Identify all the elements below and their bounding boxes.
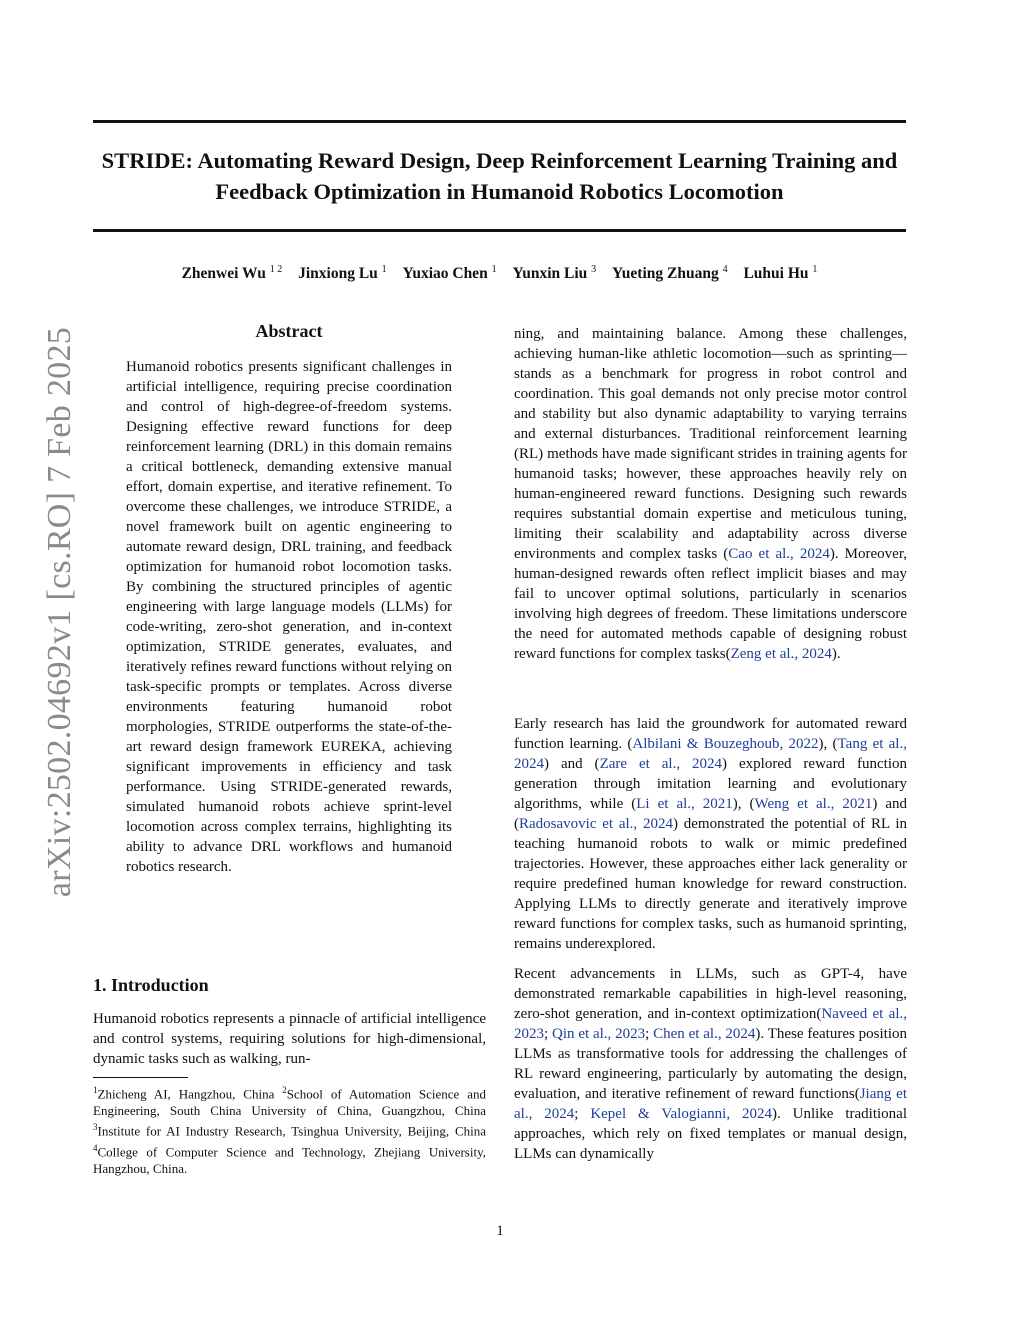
citation-link[interactable]: Weng et al., 2021 bbox=[754, 796, 873, 812]
citation-link[interactable]: Zeng et al., 2024 bbox=[730, 646, 832, 662]
citation-link[interactable]: Qin et al., 2023 bbox=[552, 1026, 646, 1042]
citation-link[interactable]: Tang et al., 2024 bbox=[514, 736, 907, 772]
intro-paragraph-llm-advances: Recent advancements in LLMs, such as GPT-4, have demonstrated remarkable capabilities in high-level reasoning, zero-shot generation, and in-context optimization(Naveed et al., 2023; Qin et al., 2023; Chen et al., 2024). These features position LLMs as transformative tools for addressing the challenges of RL reward engineering, particularly by automating the design, evaluation, and iterative refinement of reward functions(Jiang et al., 2024; Kepel & Valogianni, 2024). Unlike traditional approaches, which rely on fixed templates or manual design, LLMs can dynamically bbox=[514, 966, 908, 1162]
intro-paragraph-early-research: Early research has laid the groundwork for automated reward function learning. (Albilani & Bouzeghoub, 2022), (Tang et al., 2024) and (Zare et al., 2024) explored reward function generation through imitation learning and evolutionary algorithms, while (Li et al., 2021), (Weng et al., 2021) and (Radosavovic et al., 2024) demonstrated the potential of RL in teaching humanoid robots to walk or mimic predefined trajectories. However, these approaches either lack generality or require predefined human knowledge for reward construction. Applying LLMs to directly generate and iteratively improve reward functions for complex tasks, such as humanoid sprinting, remains underexplored. bbox=[514, 716, 908, 952]
citation-link[interactable]: Radosavovic et al., 2024 bbox=[519, 816, 673, 832]
arxiv-identifier-stamp: arXiv:2502.04692v1 [cs.RO] 7 Feb 2025 bbox=[41, 326, 78, 898]
citation-link[interactable]: Naveed et al., 2023 bbox=[514, 1006, 907, 1042]
footnote-rule bbox=[93, 1077, 188, 1078]
abstract-body: Humanoid robotics presents significant challenges in artificial intelligence, requiring precise coordination and control of high-degree-of-freedom systems. Designing effective reward functions for deep reinforcement learning (DRL) in this domain remains a critical bottleneck, demanding extensive manual effort, domain expertise, and iterative refinement. To overcome these challenges, we introduce STRIDE, a novel framework built on agentic engineering to automate reward design, DRL training, and feedback optimization for humanoid robot locomotion tasks. By combining the structured principles of agentic engineering with large language models (LLMs) for code-writing, zero-shot generation, and in-context optimization, STRIDE generates, evaluates, and iteratively refines reward functions without relying on task-specific prompts or templates. Across diverse environments featuring humanoid robot morphologies, STRIDE outperforms the state-of-the-art reward design framework EUREKA, achieving significant improvements in efficiency and task performance. Using STRIDE-generated rewards, simulated humanoid robots achieve sprint-level locomotion across complex terrains, highlighting its ability to advance DRL workflows and humanoid robotics research. bbox=[126, 359, 452, 875]
page-number: 1 bbox=[496, 1223, 504, 1239]
citation-link[interactable]: Li et al., 2021 bbox=[636, 796, 733, 812]
citation-link[interactable]: Cao et al., 2024 bbox=[728, 546, 830, 562]
author: Yuxiao Chen $^1$ bbox=[402, 264, 497, 283]
citation-link[interactable]: Kepel & Valogianni, 2024 bbox=[590, 1106, 772, 1122]
author: Jinxiong Lu $^1$ bbox=[298, 264, 387, 283]
intro-paragraph-continued: ning, and maintaining balance. Among these challenges, achieving human-like athletic locomotion—such as sprinting—stands as a benchmark for progress in robot control and coordination. This goal demands not only precise motor control and stability but also dynamic adaptability to varying terrains and external disturbances. Traditional reinforcement learning (RL) methods have made significant strides in training agents for humanoid tasks; however, these approaches heavily rely on human-engineered reward functions. Designing such rewards requires substantial domain expertise and meticulous tuning, limiting their scalability and adaptability across diverse environments and complex tasks (Cao et al., 2024). Moreover, human-designed rewards often reflect implicit biases and may fail to uncover optimal solutions, particularly in scenarios involving high degrees of freedom. These limitations underscore the need for automated methods capable of designing robust reward functions for complex tasks(Zeng et al., 2024). bbox=[514, 326, 907, 662]
author: Zhenwei Wu $^{1 2}$ bbox=[181, 264, 283, 283]
affiliations-footnote: $^1$Zhicheng AI, Hangzhou, China $^2$School of Automation Science and Engineering, South China University of China, Guangzhou, China $^3$Institute for AI Industry Research, Tsinghua University, Beijing, China $^4$College of Computer Science and Technology, Zhejiang University, Hangzhou, China. bbox=[93, 1085, 486, 1176]
title-rule-bottom bbox=[93, 229, 906, 232]
abstract-heading: Abstract bbox=[255, 321, 323, 341]
citation-link[interactable]: Albilani & Bouzeghoub, 2022 bbox=[632, 736, 819, 752]
author: Yueting Zhuang $^4$ bbox=[612, 264, 728, 283]
introduction-heading: 1. Introduction bbox=[93, 975, 209, 995]
author: Yunxin Liu $^3$ bbox=[512, 264, 597, 283]
citation-link[interactable]: Jiang et al., 2024 bbox=[514, 1086, 907, 1122]
paper-title: STRIDE: Automating Reward Design, Deep Reinforcement Learning Training and Feedback Optimization in Humanoid Robotics Locomotion bbox=[101, 148, 898, 204]
citation-link[interactable]: Chen et al., 2024 bbox=[653, 1026, 756, 1042]
author: Luhui Hu $^1$ bbox=[743, 264, 818, 283]
introduction-paragraph: Humanoid robotics represents a pinnacle of artificial intelligence and control systems, requiring solutions for high-dimensional, dynamic tasks such as walking, run- bbox=[93, 1011, 486, 1067]
citation-link[interactable]: Zare et al., 2024 bbox=[599, 756, 723, 772]
author-list bbox=[93, 264, 906, 283]
title-rule-top bbox=[93, 120, 906, 123]
